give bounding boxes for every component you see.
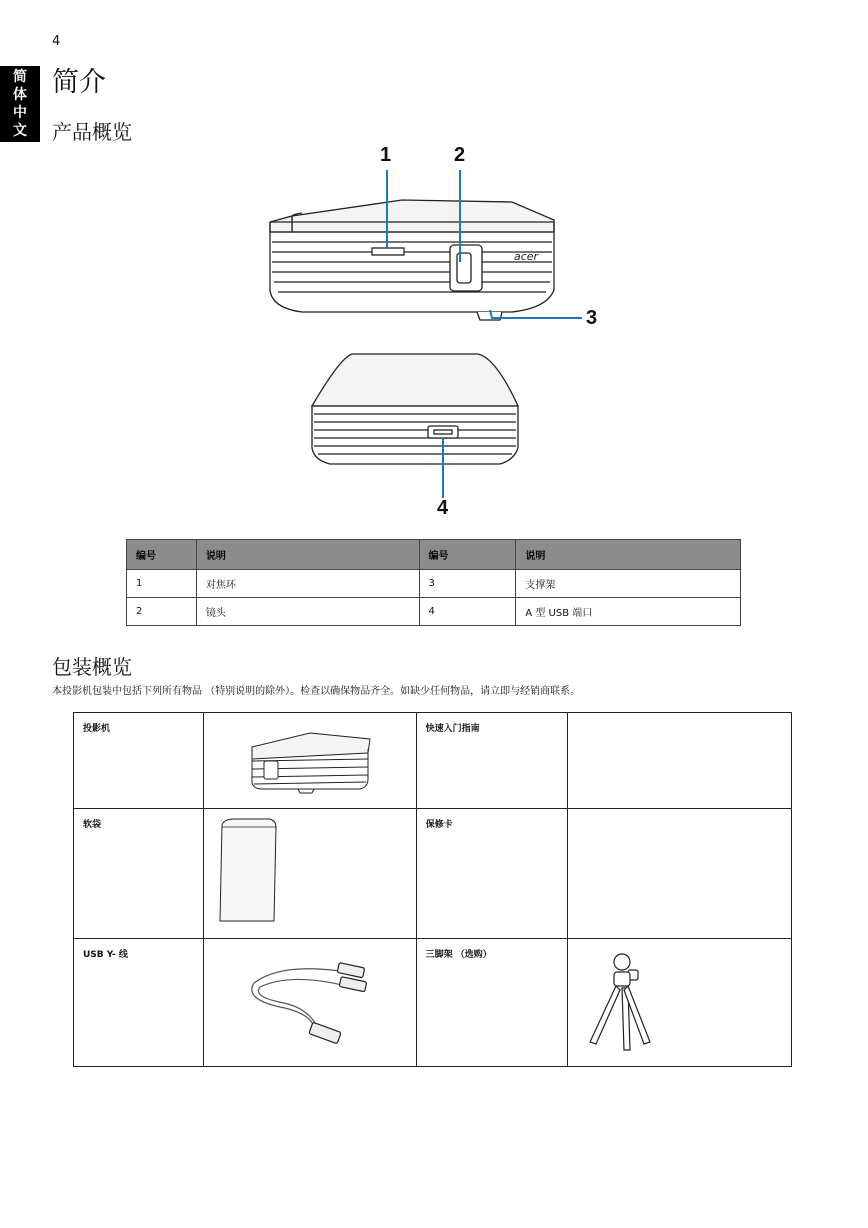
item-image-cell (568, 809, 792, 939)
callout-2: 2 (454, 144, 466, 166)
header-number: 编号 (419, 540, 516, 570)
projector-icon (240, 719, 380, 799)
item-name-soft-bag: 软袋 (74, 809, 204, 939)
side-tab-char: 体 (13, 87, 27, 103)
item-image-cell (203, 939, 416, 1067)
table-cell: 3 (419, 570, 516, 598)
header-number: 编号 (127, 540, 197, 570)
table-cell: 1 (127, 570, 197, 598)
side-tab-char: 中 (13, 105, 27, 121)
parts-table (126, 539, 741, 626)
callout-1: 1 (380, 144, 392, 166)
table-cell: 支撑架 (516, 570, 741, 598)
table-cell: 镜头 (196, 598, 419, 626)
table-cell: 对焦环 (196, 570, 419, 598)
soft-bag-icon (214, 817, 284, 927)
svg-text:acer: acer (514, 250, 539, 263)
page-number: 4 (52, 34, 61, 49)
item-image-cell (568, 713, 792, 809)
item-name-projector: 投影机 (74, 713, 204, 809)
item-image-cell (203, 809, 416, 939)
package-intro-text: 本投影机包装中包括下列所有物品 （特别说明的除外）。检查以确保物品齐全。如缺少任何物品，请立即与经销商联系。 (52, 686, 581, 697)
item-image-cell (203, 713, 416, 809)
page-title: 简介 (52, 67, 106, 98)
item-name-quick-start-guide: 快速入门指南 (416, 713, 568, 809)
callout-3: 3 (586, 307, 598, 329)
item-name-tripod: 三脚架 （选购） (416, 939, 568, 1067)
header-description: 说明 (516, 540, 741, 570)
item-image-cell (568, 939, 792, 1067)
side-tab-char: 简 (13, 69, 27, 85)
table-cell: 4 (419, 598, 516, 626)
table-cell: 2 (127, 598, 197, 626)
projector-front-illustration (262, 150, 602, 330)
product-overview-heading: 产品概览 (52, 120, 132, 144)
item-name-warranty-card: 保修卡 (416, 809, 568, 939)
table-row (74, 809, 792, 939)
tripod-icon (582, 946, 662, 1056)
language-side-tab (0, 66, 40, 142)
table-row (127, 570, 741, 598)
usb-cable-icon (240, 951, 380, 1051)
package-table (73, 712, 792, 1067)
item-name-usb-y-cable: USB Y- 线 (74, 939, 204, 1067)
side-tab-char: 文 (13, 123, 27, 139)
header-description: 说明 (196, 540, 419, 570)
package-overview-heading: 包装概览 (52, 655, 132, 679)
table-cell: A 型 USB 端口 (516, 598, 741, 626)
table-row (74, 939, 792, 1067)
table-row (127, 598, 741, 626)
callout-4: 4 (437, 497, 449, 519)
projector-rear-illustration (300, 348, 530, 498)
table-row (74, 713, 792, 809)
